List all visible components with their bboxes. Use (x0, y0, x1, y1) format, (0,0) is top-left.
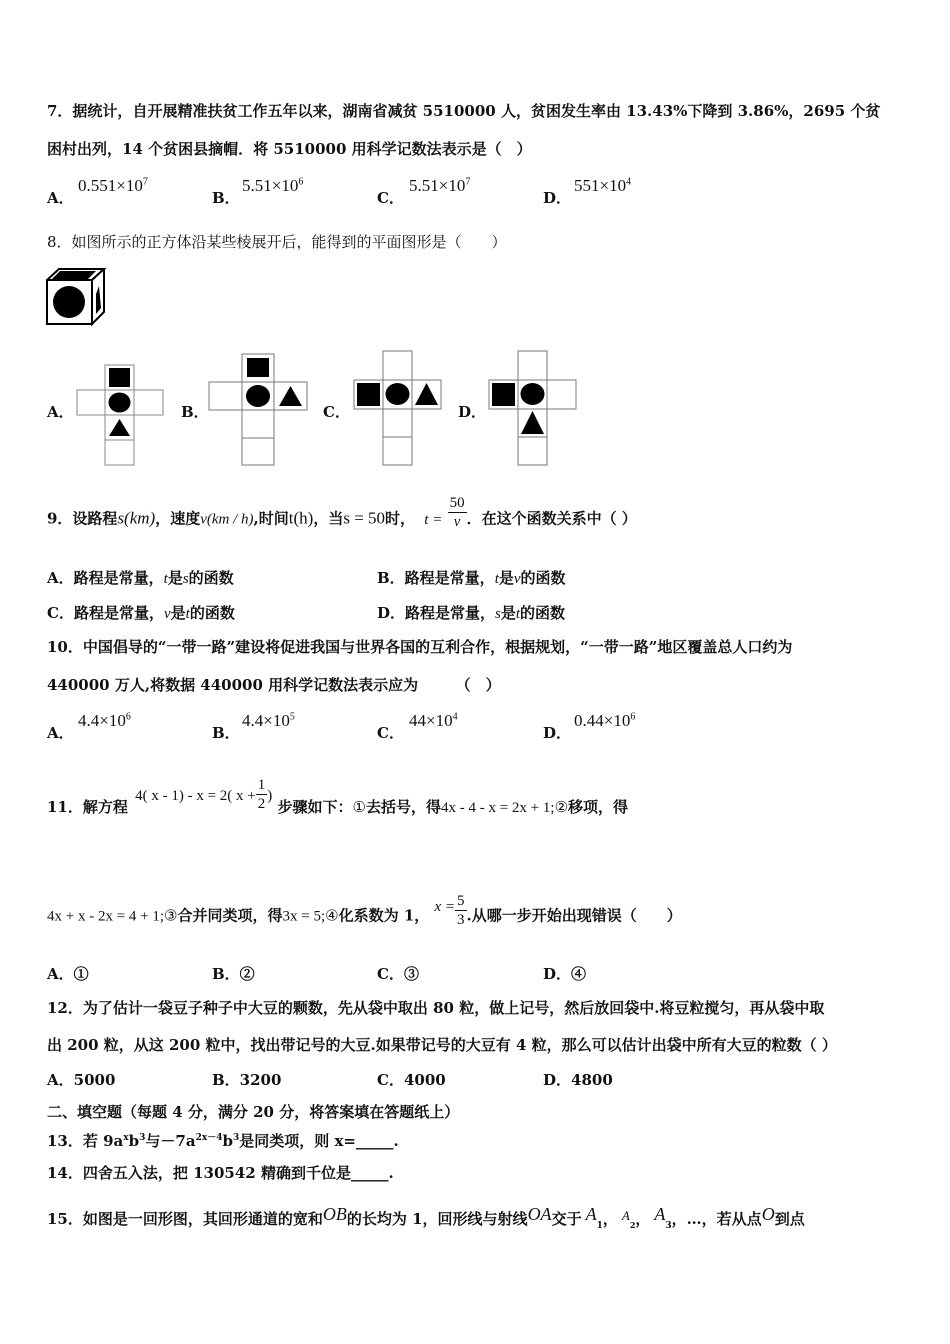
q14-line: 14．四舍五入法，把 130542 精确到千位是_____. (47, 1164, 394, 1182)
q9-v-kmh: v(km / h) (200, 511, 254, 528)
q7-option-c-value: $5.51\times 10^7$ (409, 176, 471, 195)
q7-option-c-label: C． (377, 189, 404, 207)
q11-line2: 4x + x - 2x = 4 + 1;③合并同类项，得3x = 5;④化系数为 1， x = $\frac{5}{3}$ .从哪一步开始出现错误（ ） (47, 893, 682, 928)
q12-option-d: D．4800 (543, 1071, 613, 1089)
q9-t-h: t(h) (288, 508, 314, 528)
q10-option-b-label: B． (212, 724, 240, 742)
q15-line: 15．如图是一回形图，其回形通道的宽和OB的长均为 1，回形线与射线OA交于 $A_1$， $A_2$， $A_3$，…，若从点O到点 (47, 1204, 805, 1231)
q11-step1-eq: 4x - 4 - x = 2x + 1; (440, 799, 555, 816)
q8-option-b-label: B． (181, 403, 209, 421)
cube-figure (46, 268, 108, 326)
net-d (488, 350, 578, 466)
q7-option-d-label: D． (543, 189, 572, 207)
q11-step3-eq: 3x = 5; (282, 908, 326, 925)
q10-option-d-value: $0.44\times 10^6$ (574, 711, 636, 730)
q12-option-a: A．5000 (47, 1071, 116, 1089)
q8-option-c-label: C． (323, 403, 350, 421)
q9-option-b: B．路程是常量，t是v的函数 (377, 569, 566, 587)
q8-line1: 8．如图所示的正方体沿某些棱展开后，能得到的平面图形是（ ） (47, 233, 507, 251)
q10-option-a-value: $4.4\times 10^6$ (78, 711, 131, 730)
net-c (353, 350, 443, 466)
q13-line: 13．若 $9a^xb^3$与$-7a^{2x-4}b^3$是同类项，则 x=_____. (47, 1132, 399, 1150)
q7-line1: 7．据统计，自开展精准扶贫工作五年以来，湖南省减贫 5510000 人，贫困发生率由 13.43%下降到 3.86%，2695 个贫 (47, 102, 881, 120)
q10-option-a-label: A． (47, 724, 74, 742)
q11-option-c: C．③ (377, 965, 419, 983)
q11-equation: 4( x - 1) - x = 2( x + $\frac{1}{2}$ ) (135, 777, 273, 812)
q9-fraction: $\frac{50}{v}$ (449, 495, 465, 530)
q10-line1: 10．中国倡导的“一带一路”建设将促进我国与世界各国的互利合作，根据规划，“一带一路”地区覆盖总人口约为 (47, 638, 793, 656)
q12-option-c: C．4000 (377, 1071, 446, 1089)
q11-x-fraction: $\frac{5}{3}$ (457, 893, 465, 928)
q11-x-eq: x = (434, 898, 456, 915)
q9-line: 9．设路程s(km)，速度v(km / h),时间t(h)，当s = 50时， t = $\frac{50}{v}$ ．在这个函数关系中（ ） (47, 495, 637, 530)
section2-title: 二、填空题（每题 4 分，满分 20 分，将答案填在答题纸上） (47, 1103, 460, 1121)
q12-line2: 出 200 粒，从这 200 粒中，找出带记号的大豆.如果带记号的大豆有 4 粒，那么可以估计出袋中所有大豆的粒数（ ） (47, 1036, 837, 1054)
q11-option-a: A．① (47, 965, 89, 983)
net-a (76, 364, 164, 466)
q7-line2: 困村出列，14 个贫困县摘帽．将 5510000 用科学记数法表示是（ ） (47, 140, 532, 158)
q10-option-c-value: $44\times 10^4$ (409, 711, 458, 730)
q12-option-b: B．3200 (212, 1071, 282, 1089)
q10-option-c-label: C． (377, 724, 404, 742)
q7-option-b-value: $5.51\times 10^6$ (242, 176, 304, 195)
q9-option-c: C．路程是常量，v是t的函数 (47, 604, 235, 622)
q8-option-d-label: D． (458, 403, 487, 421)
q10-option-b-value: $4.4\times 10^5$ (242, 711, 295, 730)
q7-option-b-label: B． (212, 189, 240, 207)
q8-option-a-label: A． (47, 403, 74, 421)
q12-line1: 12．为了估计一袋豆子种子中大豆的颗数，先从袋中取出 80 粒，做上记号，然后放回袋中.将豆粒搅匀，再从袋中取 (47, 999, 825, 1017)
q9-option-d: D．路程是常量，s是t的函数 (377, 604, 566, 622)
q7-option-d-value: $551\times 10^4$ (574, 176, 632, 195)
q9-s-eq: s = 50 (343, 508, 386, 528)
q9-option-a: A．路程是常量，t是s的函数 (47, 569, 234, 587)
q9-s-km: s(km) (117, 508, 156, 528)
q9-t-eq: t = (424, 511, 443, 528)
q11-line1: 11．解方程 4( x - 1) - x = 2( x + $\frac{1}{2}$ ) 步骤如下：①去括号，得4x - 4 - x = 2x + 1;②移项，得 (47, 777, 629, 816)
q11-option-d: D．④ (543, 965, 587, 983)
q7-option-a-label: A． (47, 189, 74, 207)
q10-option-d-label: D． (543, 724, 572, 742)
q7-option-a-value: $0.551\times 10^7$ (78, 176, 148, 195)
q11-option-b: B．② (212, 965, 255, 983)
q10-line2: 440000 万人,将数据 440000 用科学记数法表示应为 （ ） (47, 676, 501, 694)
net-b (208, 353, 308, 466)
q11-line2-eq: 4x + x - 2x = 4 + 1; (47, 908, 165, 925)
